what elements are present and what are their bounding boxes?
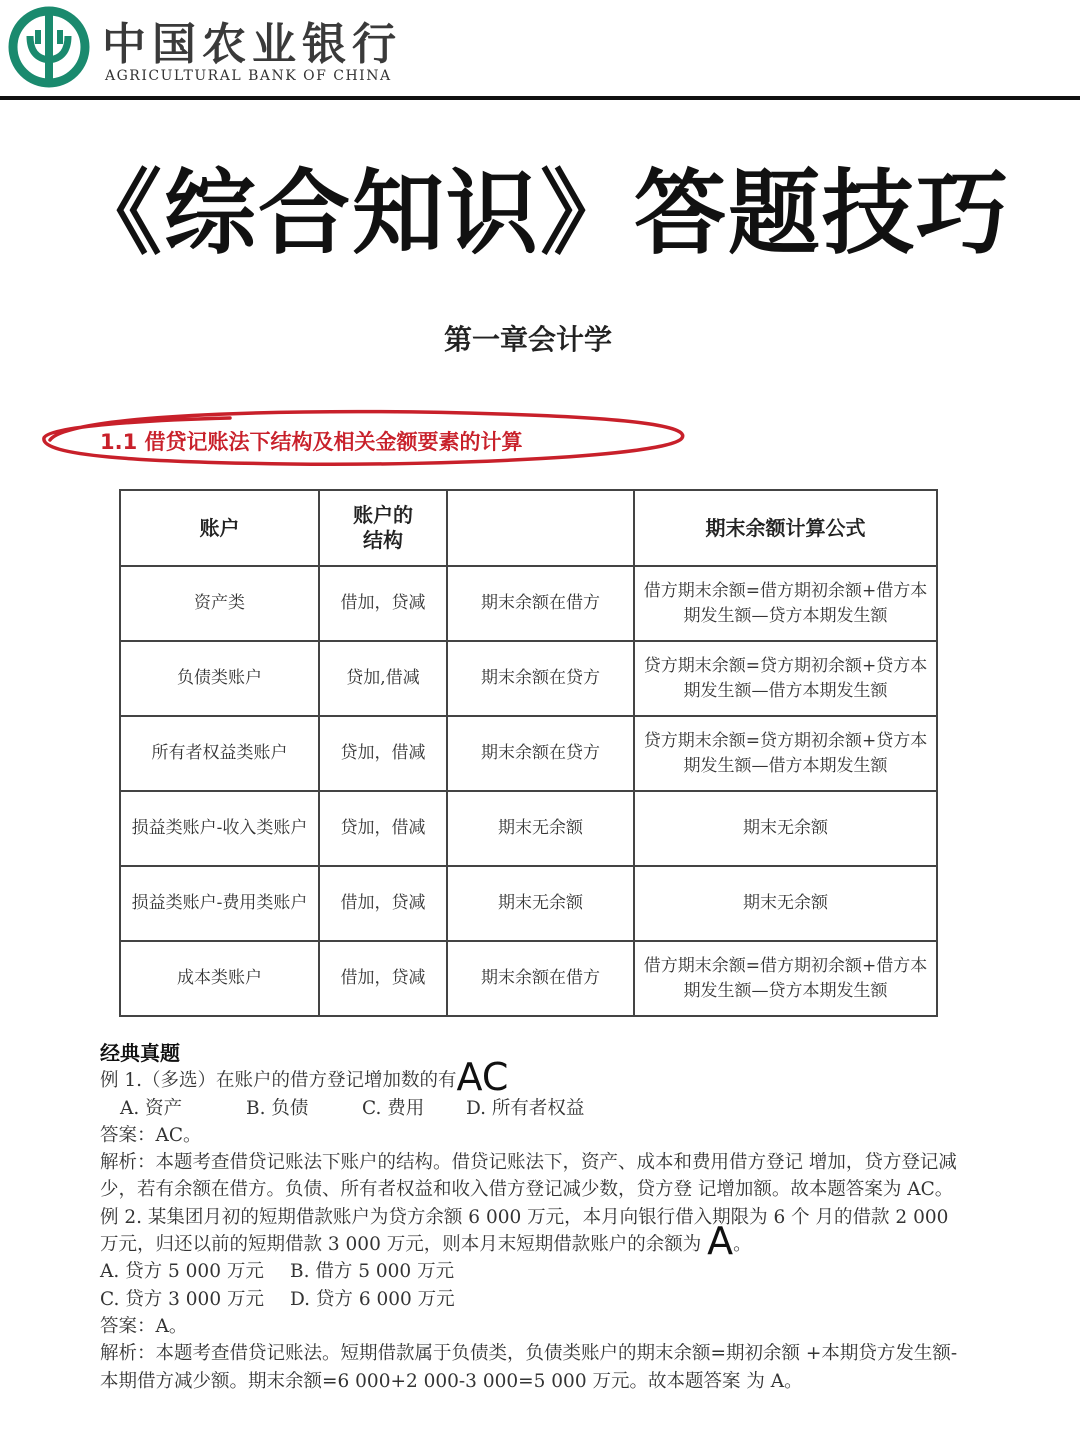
table-cell: 损益类账户-收入类账户 bbox=[120, 791, 319, 866]
table-cell: 期末无余额 bbox=[634, 866, 937, 941]
table-row bbox=[120, 566, 937, 641]
question-2 bbox=[100, 1204, 960, 1264]
answer-1: 答案：AC。 bbox=[100, 1124, 202, 1146]
analysis-1: 解析：本题考查借贷记账法下账户的结构。借贷记账法下，资产、成本和费用借方登记 增加，贷方登记减少，若有余额在借方。负债、所有者权益和收入借方登记减少数，贷方登 记增加额。故本题答案为 AC。 bbox=[100, 1152, 957, 1201]
question-2-text: 例 2. 某集团月初的短期借款账户为贷方余额 6 000 万元，本月向银行借入期限为 6 个 月的借款 2 000 万元，归还以前的短期借款 3 000 万元，则本月末短期借款账户的余额为 bbox=[100, 1206, 949, 1256]
table-row bbox=[120, 866, 937, 941]
table-cell: 负债类账户 bbox=[120, 641, 319, 716]
option: A. 贷方 5 000 万元 bbox=[100, 1261, 264, 1283]
example-questions bbox=[100, 1040, 960, 1395]
table-cell: 贷加，借减 bbox=[319, 716, 447, 791]
table-header-row bbox=[120, 490, 937, 566]
table-row bbox=[120, 941, 937, 1016]
table-cell: 借加，贷减 bbox=[319, 866, 447, 941]
table-cell: 损益类账户-费用类账户 bbox=[120, 866, 319, 941]
handwritten-answer-1: AC bbox=[456, 1055, 509, 1100]
question-1-text: 例 1.（多选）在账户的借方登记增加数的有 bbox=[100, 1070, 457, 1092]
table-cell: 期末无余额 bbox=[447, 791, 634, 866]
question-2-options-row-2 bbox=[100, 1286, 960, 1313]
table-cell: 期末余额在借方 bbox=[447, 566, 634, 641]
option: D. 所有者权益 bbox=[466, 1097, 585, 1119]
option: B. 负债 bbox=[246, 1097, 309, 1119]
header-cell: 期末余额计算公式 bbox=[634, 490, 937, 566]
account-structure-table bbox=[119, 489, 938, 1017]
table-row bbox=[120, 641, 937, 716]
table-cell: 借方期末余额=借方期初余额+借方本期发生额—贷方本期发生额 bbox=[634, 566, 937, 641]
table-row bbox=[120, 791, 937, 866]
table-cell: 借加，贷减 bbox=[319, 566, 447, 641]
table-cell: 期末无余额 bbox=[447, 866, 634, 941]
answer-2: 答案：A。 bbox=[100, 1315, 188, 1337]
option: C. 费用 bbox=[362, 1097, 425, 1119]
question-2-end: 。 bbox=[733, 1234, 752, 1256]
option: C. 贷方 3 000 万元 bbox=[100, 1288, 264, 1310]
bank-header bbox=[0, 0, 1080, 100]
table-cell: 期末余额在借方 bbox=[447, 941, 634, 1016]
table-cell: 贷加,借减 bbox=[319, 641, 447, 716]
question-2-options-row-1 bbox=[100, 1258, 960, 1285]
header-cell bbox=[447, 490, 634, 566]
option: D. 贷方 6 000 万元 bbox=[290, 1288, 455, 1310]
table-cell: 贷加，借减 bbox=[319, 791, 447, 866]
analysis-2: 解析：本题考查借贷记账法。短期借款属于负债类，负债类账户的期末余额=期初余额 +本期贷方发生额-本期借方减少额。期末余额=6 000+2 000-3 000=5 000 万元。故本题答案 为 A。 bbox=[100, 1343, 958, 1392]
table-cell: 贷方期末余额=贷方期初余额+贷方本期发生额—借方本期发生额 bbox=[634, 716, 937, 791]
table-cell: 期末余额在贷方 bbox=[447, 716, 634, 791]
bank-name-cn: 中国农业银行 bbox=[102, 19, 402, 70]
section-title: 1.1 借贷记账法下结构及相关金额要素的计算 bbox=[100, 430, 523, 454]
header-cell: 账户的 结构 bbox=[319, 490, 447, 566]
option: B. 借方 5 000 万元 bbox=[290, 1261, 455, 1283]
handwritten-answer-2: A bbox=[707, 1219, 734, 1264]
header-divider bbox=[0, 96, 1080, 100]
question-1 bbox=[100, 1055, 960, 1100]
option: A. 资产 bbox=[120, 1097, 183, 1119]
table-cell: 借加，贷减 bbox=[319, 941, 447, 1016]
bank-logo-icon bbox=[8, 6, 90, 88]
table-cell: 所有者权益类账户 bbox=[120, 716, 319, 791]
table-cell: 借方期末余额=借方期初余额+借方本期发生额—贷方本期发生额 bbox=[634, 941, 937, 1016]
table-cell: 期末无余额 bbox=[634, 791, 937, 866]
bank-name-en: AGRICULTURAL BANK OF CHINA bbox=[105, 68, 392, 84]
examples-heading: 经典真题 bbox=[100, 1041, 180, 1065]
table-cell: 贷方期末余额=贷方期初余额+贷方本期发生额—借方本期发生额 bbox=[634, 641, 937, 716]
header-cell: 账户 bbox=[120, 490, 319, 566]
table-cell: 资产类 bbox=[120, 566, 319, 641]
page-title: 《综合知识》答题技巧 bbox=[69, 159, 1010, 267]
table-row bbox=[120, 716, 937, 791]
table-cell: 成本类账户 bbox=[120, 941, 319, 1016]
question-1-options bbox=[100, 1095, 960, 1122]
chapter-title: 第一章会计学 bbox=[443, 323, 612, 356]
table-cell: 期末余额在贷方 bbox=[447, 641, 634, 716]
